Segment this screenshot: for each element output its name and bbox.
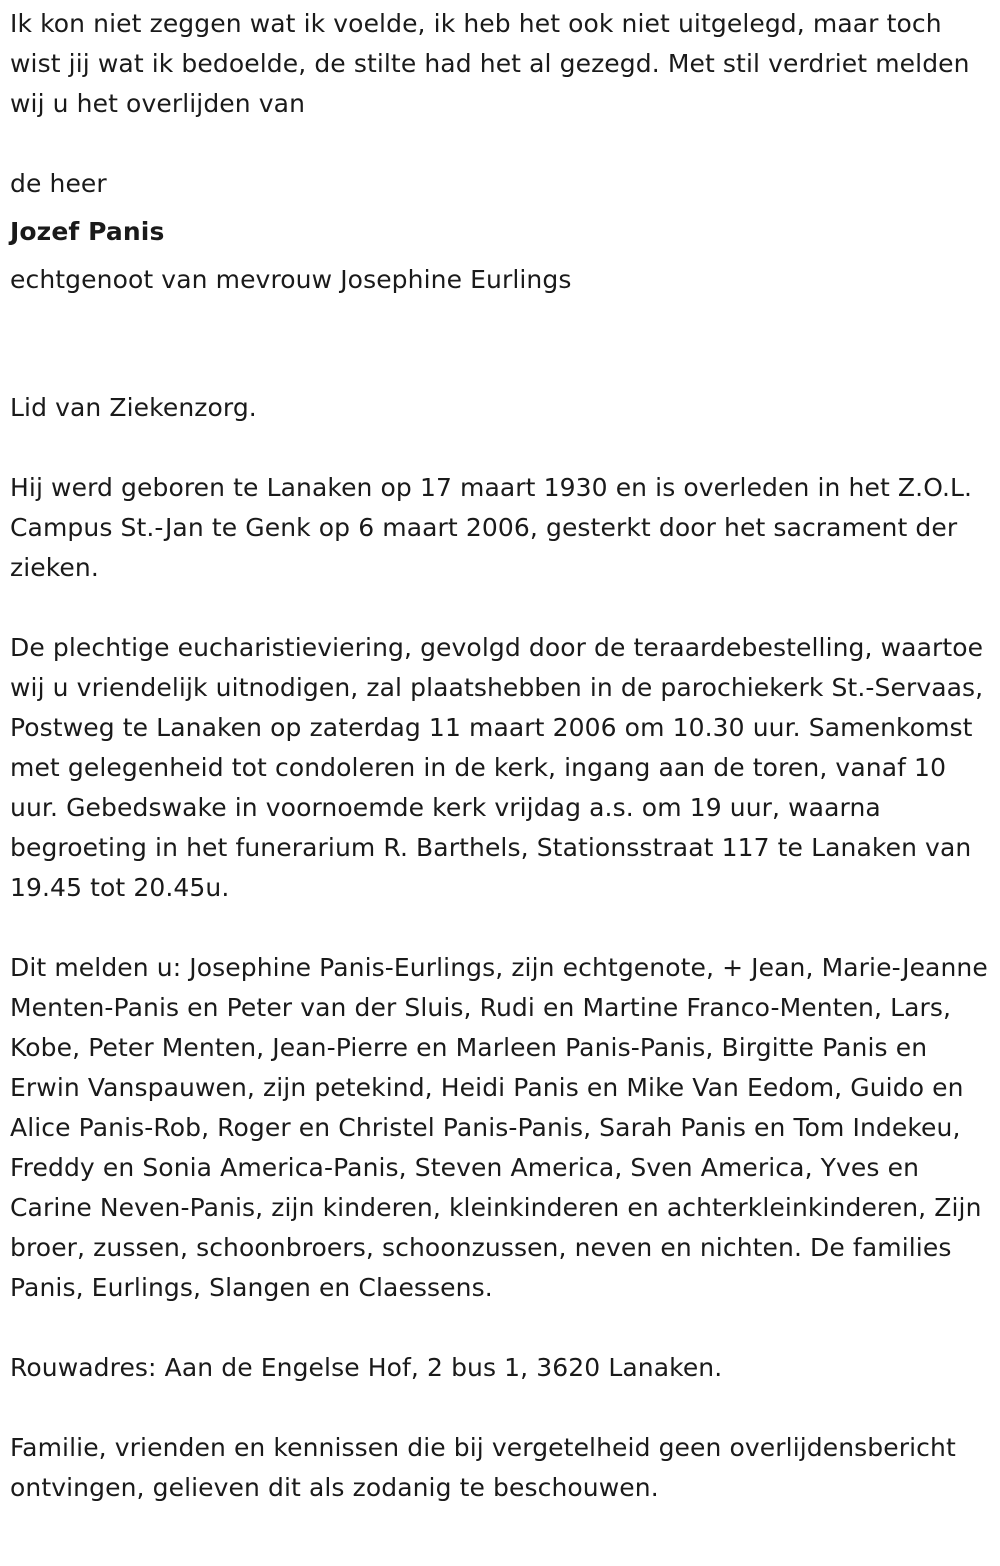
closing-paragraph: Familie, vrienden en kennissen die bij vergetelheid geen overlijdensbericht ontvingen, gelieven dit als zodanig te beschouwen. bbox=[10, 1433, 956, 1502]
deceased-name: Jozef Panis bbox=[10, 217, 165, 246]
membership-line: Lid van Ziekenzorg. bbox=[10, 393, 257, 422]
salutation: de heer bbox=[10, 169, 107, 198]
family-paragraph: Dit melden u: Josephine Panis-Eurlings, zijn echtgenote, + Jean, Marie-Jeanne Menten-Panis en Peter van der Sluis, Rudi en Martine Franco-Menten, Lars, Kobe, Peter Menten, Jean-Pierre en Marleen Panis-Panis, Birgitte Panis en Erwin Vanspauwen, zijn petekind, Heidi Panis en Mike Van Eedom, Guido en Alice Panis-Rob, Roger en Christel Panis-Panis, Sarah Panis en Tom Indekeu, Freddy en Sonia America-Panis, Steven America, Sven America, Yves en Carine Neven-Panis, zijn kinderen, kleinkinderen en achterkleinkinderen, Zijn broer, zussen, schoonbroers, schoonzussen, neven en nichten. De families Panis, Eurlings, Slangen en Claessens. bbox=[10, 953, 988, 1302]
spouse-line: echtgenoot van mevrouw Josephine Eurlings bbox=[10, 265, 572, 294]
ceremony-paragraph: De plechtige eucharistieviering, gevolgd door de teraardebestelling, waartoe wij u vriendelijk uitnodigen, zal plaatshebben in de parochiekerk St.-Servaas, Postweg te Lanaken op zaterdag 11 maart 2006 om 10.30 uur. Samenkomst met gelegenheid tot condoleren in de kerk, ingang aan de toren, vanaf 10 uur. Gebedswake in voornoemde kerk vrijdag a.s. om 19 uur, waarna begroeting in het funerarium R. Barthels, Stationsstraat 117 te Lanaken van 19.45 tot 20.45u. bbox=[10, 633, 984, 902]
address-line: Rouwadres: Aan de Engelse Hof, 2 bus 1, 3620 Lanaken. bbox=[10, 1353, 723, 1382]
intro-paragraph: Ik kon niet zeggen wat ik voelde, ik heb het ook niet uitgelegd, maar toch wist jij wat ik bedoelde, de stilte had het al gezegd. Met stil verdriet melden wij u het overlijden van bbox=[10, 9, 970, 118]
obituary-notice bbox=[10, 4, 990, 1508]
birth-death-paragraph: Hij werd geboren te Lanaken op 17 maart 1930 en is overleden in het Z.O.L. Campus St.-Jan te Genk op 6 maart 2006, gesterkt door het sacrament der zieken. bbox=[10, 473, 973, 582]
